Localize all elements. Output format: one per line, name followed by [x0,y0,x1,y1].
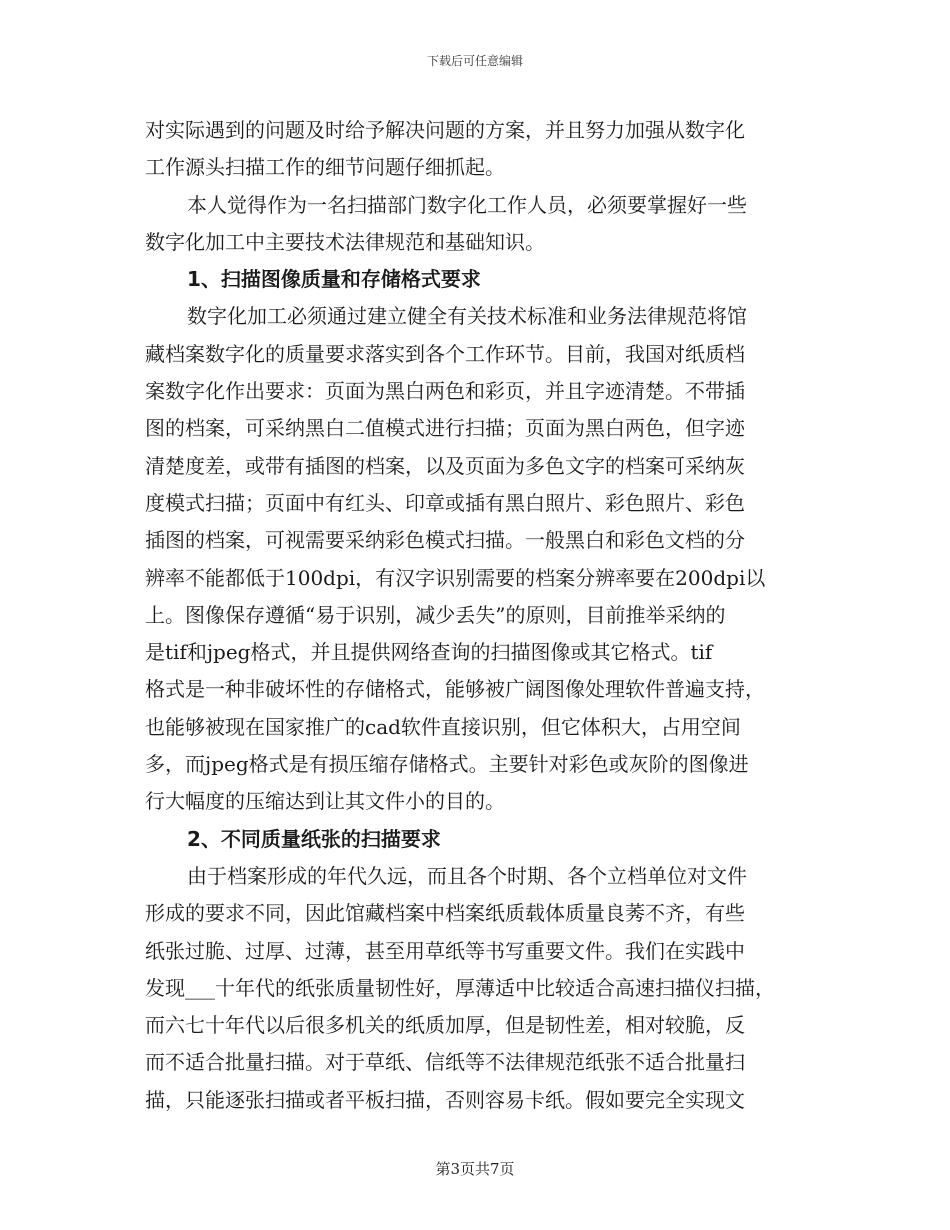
paragraph-line: 也能够被现在国家推广的cad软件直接识别，但它体积大，占用空间 [145,714,741,739]
paragraph-line: 多，而jpeg格式是有损压缩存储格式。主要针对彩色或灰阶的图像进 [145,752,749,777]
paragraph-line: 清楚度差，或带有插图的档案，以及页面为多色文字的档案可采纳灰 [145,453,745,478]
paragraph-line: 辨率不能都低于100dpi，有汉字识别需要的档案分辨率要在200dpi以 [145,565,766,590]
paragraph-line: 发现___十年代的纸张质量韧性好，厚薄适中比较适合高速扫描仪扫描， [145,975,775,1000]
paragraph-line: 数字化加工必须通过建立健全有关技术标准和业务法律规范将馆 [187,304,747,329]
paragraph-line: 行大幅度的压缩达到让其文件小的目的。 [145,789,505,814]
paragraph-line: 描，只能逐张扫描或者平板扫描，否则容易卡纸。假如要完全实现文 [145,1087,745,1112]
section-heading-2: 2、不同质量纸张的扫描要求 [187,826,441,851]
paragraph-line: 插图的档案，可视需要采纳彩色模式扫描。一般黑白和彩色文档的分 [145,528,745,553]
paragraph-line: 而六七十年代以后很多机关的纸质加厚，但是韧性差，相对较脆，反 [145,1013,745,1038]
paragraph-line: 形成的要求不同，因此馆藏档案中档案纸质载体质量良莠不齐，有些 [145,901,745,926]
paragraph-line: 由于档案形成的年代久远，而且各个时期、各个立档单位对文件 [187,863,747,888]
paragraph-line: 上。图像保存遵循“易于识别，减少丢失”的原则，目前推举采纳的 [145,602,726,627]
document-body [145,112,815,1119]
paragraph-line: 本人觉得作为一名扫描部门数字化工作人员，必须要掌握好一些 [187,192,747,217]
paragraph-line: 藏档案数字化的质量要求落实到各个工作环节。目前，我国对纸质档 [145,341,745,366]
paragraph-line: 工作源头扫描工作的细节问题仔细抓起。 [145,155,505,180]
paragraph-line: 数字化加工中主要技术法律规范和基础知识。 [145,229,545,254]
paragraph-line: 纸张过脆、过厚、过薄，甚至用草纸等书写重要文件。我们在实践中 [145,938,745,963]
paragraph-line: 是tif和jpeg格式，并且提供网络查询的扫描图像或其它格式。tif [145,640,713,665]
paragraph-line: 图的档案，可采纳黑白二值模式进行扫描；页面为黑白两色，但字迹 [145,416,745,441]
paragraph-line: 而不适合批量扫描。对于草纸、信纸等不法律规范纸张不适合批量扫 [145,1050,745,1075]
paragraph-line: 度模式扫描；页面中有红头、印章或插有黑白照片、彩色照片、彩色 [145,490,745,515]
section-heading-1: 1、扫描图像质量和存储格式要求 [187,267,481,292]
paragraph-line: 格式是一种非破坏性的存储格式，能够被广阔图像处理软件普遍支持， [145,677,765,702]
page-header: 下载后可任意编辑 [426,54,523,68]
page-footer: 第3页共7页 [435,1160,515,1178]
paragraph-line: 对实际遇到的问题及时给予解决问题的方案，并且努力加强从数字化 [145,118,745,142]
paragraph-line: 案数字化作出要求：页面为黑白两色和彩页，并且字迹清楚。不带插 [145,379,745,404]
